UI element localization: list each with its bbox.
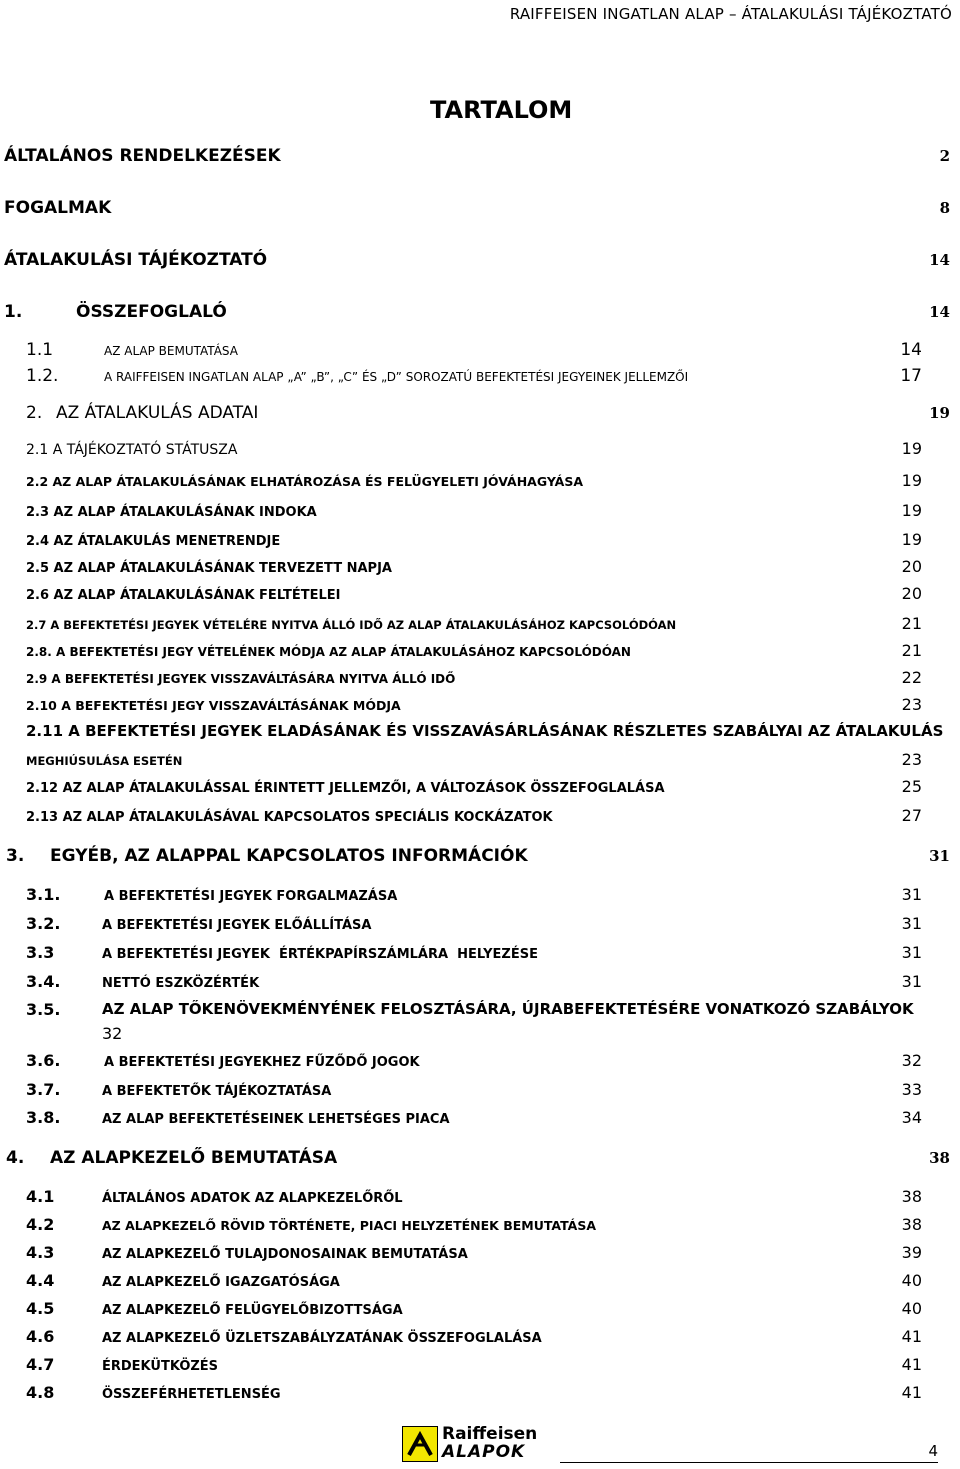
toc-entry-label: AZ ALAP BEMUTATÁSA xyxy=(104,344,238,358)
toc-entry-label: 2.13 AZ ALAP ÁTALAKULÁSÁVAL KAPCSOLATOS SPECIÁLIS KOCKÁZATOK xyxy=(26,810,553,825)
toc-entry-page: 20 xyxy=(901,584,922,603)
toc-entry-label: 2.7 A BEFEKTETÉSI JEGYEK VÉTELÉRE NYITVA ÁLLÓ IDŐ AZ ALAP ÁTALAKULÁSÁHOZ KAPCSOLÓDÓAN xyxy=(26,618,677,632)
toc-title: TARTALOM xyxy=(430,96,573,124)
toc-entry-page: 32 xyxy=(102,1024,123,1043)
toc-entry-number: 3.1. xyxy=(26,885,61,904)
toc-entry-page: 21 xyxy=(901,641,922,660)
toc-entry[interactable] xyxy=(26,806,922,825)
toc-entry-page: 19 xyxy=(901,530,922,549)
toc-entry[interactable] xyxy=(26,641,922,660)
toc-entry-page: 8 xyxy=(939,199,950,217)
toc-entry-page: 23 xyxy=(901,695,922,714)
toc-entry-page: 23 xyxy=(901,750,922,769)
toc-entry-label: ÉRDEKÜTKÖZÉS xyxy=(102,1359,219,1374)
toc-entry-number: 4.1 xyxy=(26,1187,55,1206)
toc-entry-page: 25 xyxy=(901,777,922,796)
toc-entry-label: AZ ALAPKEZELŐ RÖVID TÖRTÉNETE, PIACI HELYZETÉNEK BEMUTATÁSA xyxy=(102,1218,597,1233)
toc-entry[interactable] xyxy=(26,1215,922,1234)
toc-entry-page: 19 xyxy=(929,404,950,422)
toc-entry-label: ÁLTALÁNOS RENDELKEZÉSEK xyxy=(4,146,281,166)
toc-entry-label: 2.1 A TÁJÉKOZTATÓ STÁTUSZA xyxy=(26,442,238,458)
toc-entry-number: 3.8. xyxy=(26,1108,61,1127)
toc-entry[interactable] xyxy=(26,1051,922,1070)
toc-entry-page: 2 xyxy=(939,147,950,165)
toc-entry-page: 41 xyxy=(901,1355,922,1374)
toc-entry[interactable] xyxy=(26,695,922,714)
toc-entry-label: ÁLTALÁNOS ADATOK AZ ALAPKEZELŐRŐL xyxy=(102,1191,403,1206)
toc-entry-label: AZ ALAPKEZELŐ BEMUTATÁSA xyxy=(50,1148,338,1168)
toc-entry-page: 27 xyxy=(901,806,922,825)
toc-entry-label: A BEFEKTETŐK TÁJÉKOZTATÁSA xyxy=(102,1084,332,1099)
toc-entry-number: 4.8 xyxy=(26,1383,55,1402)
toc-entry[interactable] xyxy=(26,1187,922,1206)
toc-entry-label: 2.5 AZ ALAP ÁTALAKULÁSÁNAK TERVEZETT NAPJA xyxy=(26,561,392,576)
toc-entry-page: 31 xyxy=(901,914,922,933)
toc-entry[interactable] xyxy=(26,943,922,962)
toc-entry-number: 3.7. xyxy=(26,1080,61,1099)
toc-entry-label: 2.10 A BEFEKTETÉSI JEGY VISSZAVÁLTÁSÁNAK MÓDJA xyxy=(26,698,401,713)
toc-entry-label: ÖSSZEFOGLALÓ xyxy=(76,302,227,322)
toc-entry-label: A BEFEKTETÉSI JEGYEK FORGALMAZÁSA xyxy=(104,889,398,904)
toc-entry[interactable] xyxy=(26,557,922,576)
toc-entry-page: 31 xyxy=(901,943,922,962)
toc-entry-number: 4.5 xyxy=(26,1299,55,1318)
toc-entry-label: NETTÓ ESZKÖZÉRTÉK xyxy=(102,976,260,991)
toc-entry-label: EGYÉB, AZ ALAPPAL KAPCSOLATOS INFORMÁCIÓK xyxy=(50,846,528,866)
toc-entry[interactable] xyxy=(26,1327,922,1346)
toc-entry-label: 2.6 AZ ALAP ÁTALAKULÁSÁNAK FELTÉTELEI xyxy=(26,588,341,603)
toc-entry-label: FOGALMAK xyxy=(4,198,112,218)
toc-entry[interactable] xyxy=(26,668,922,687)
toc-entry-page: 33 xyxy=(901,1080,922,1099)
toc-entry[interactable] xyxy=(26,750,922,769)
toc-entry-number: 3.4. xyxy=(26,972,61,991)
toc-entry[interactable] xyxy=(4,146,950,166)
toc-entry-page: 40 xyxy=(901,1271,922,1290)
toc-entry-page: 31 xyxy=(901,972,922,991)
toc-entry-page: 22 xyxy=(901,668,922,687)
toc-entry-label: 2.9 A BEFEKTETÉSI JEGYEK VISSZAVÁLTÁSÁRA NYITVA ÁLLÓ IDŐ xyxy=(26,672,456,686)
toc-entry-page: 19 xyxy=(901,471,922,490)
toc-entry-page: 20 xyxy=(901,557,922,576)
toc-entry-label: 2.2 AZ ALAP ÁTALAKULÁSÁNAK ELHATÁROZÁSA ÉS FELÜGYELETI JÓVÁHAGYÁSA xyxy=(26,474,584,489)
toc-entry-page: 21 xyxy=(901,614,922,633)
toc-entry[interactable] xyxy=(26,914,922,933)
toc-entry-page: 14 xyxy=(900,340,922,360)
toc-entry-page: 38 xyxy=(901,1215,922,1234)
toc-entry-label: AZ ALAPKEZELŐ FELÜGYELŐBIZOTTSÁGA xyxy=(102,1303,403,1318)
toc-entry-label: 2.8. A BEFEKTETÉSI JEGY VÉTELÉNEK MÓDJA AZ ALAP ÁTALAKULÁSÁHOZ KAPCSOLÓDÓAN xyxy=(26,645,631,659)
toc-entry-number: 4. xyxy=(6,1148,25,1168)
logo-text-alapok: ALAPOK xyxy=(442,1442,526,1462)
toc-entry-label: AZ ALAPKEZELŐ ÜZLETSZABÁLYZATÁNAK ÖSSZEFOGLALÁSA xyxy=(102,1331,542,1346)
toc-entry[interactable] xyxy=(26,972,922,991)
toc-entry-number: 1.1 xyxy=(26,340,54,360)
toc-entry[interactable] xyxy=(26,777,922,796)
toc-entry[interactable] xyxy=(26,1108,922,1127)
toc-entry-label: A BEFEKTETÉSI JEGYEK ÉRTÉKPAPÍRSZÁMLÁRA HELYEZÉSE xyxy=(102,947,538,962)
toc-entry-page: 41 xyxy=(901,1383,922,1402)
toc-entry[interactable] xyxy=(26,501,922,520)
toc-entry-page: 39 xyxy=(901,1243,922,1262)
toc-entry-page: 38 xyxy=(929,1149,950,1167)
toc-entry-number: 3.5. xyxy=(26,1000,61,1019)
footer-rule xyxy=(560,1462,938,1463)
toc-entry-page: 19 xyxy=(901,501,922,520)
toc-entry[interactable] xyxy=(26,340,922,360)
toc-entry-label: AZ ALAP BEFEKTETÉSEINEK LEHETSÉGES PIACA xyxy=(102,1112,450,1127)
toc-entry-page: 34 xyxy=(901,1108,922,1127)
gable-cross-icon xyxy=(402,1426,438,1462)
toc-entry-number: 4.2 xyxy=(26,1215,55,1234)
toc-entry-number: 4.7 xyxy=(26,1355,55,1374)
toc-entry-number: 3.3 xyxy=(26,943,55,962)
toc-entry-page: 38 xyxy=(901,1187,922,1206)
toc-entry[interactable] xyxy=(4,302,950,322)
toc-entry-page: 17 xyxy=(900,366,922,386)
toc-entry[interactable] xyxy=(26,614,922,633)
toc-entry[interactable] xyxy=(4,198,950,218)
toc-entry-number: 2. xyxy=(26,403,43,423)
toc-entry[interactable] xyxy=(26,1243,922,1262)
toc-entry-page: 14 xyxy=(929,303,950,321)
toc-entry[interactable] xyxy=(4,250,950,270)
toc-entry-label: A BEFEKTETÉSI JEGYEKHEZ FŰZŐDŐ JOGOK xyxy=(104,1055,420,1070)
toc-entry[interactable] xyxy=(26,1080,922,1099)
toc-entry-number: 1.2. xyxy=(26,366,59,386)
toc-entry[interactable] xyxy=(26,439,922,458)
toc-entry-page: 14 xyxy=(929,251,950,269)
toc-entry-label: 2.12 AZ ALAP ÁTALAKULÁSSAL ÉRINTETT JELLEMZŐI, A VÁLTOZÁSOK ÖSSZEFOGLALÁSA xyxy=(26,781,665,796)
toc-entry-page: 31 xyxy=(929,847,950,865)
page-number: 4 xyxy=(928,1442,938,1460)
toc-entry[interactable] xyxy=(6,846,950,866)
toc-entry-page: 40 xyxy=(901,1299,922,1318)
toc-entry-number: 4.4 xyxy=(26,1271,55,1290)
toc-entry-label: ÁTALAKULÁSI TÁJÉKOZTATÓ xyxy=(4,250,268,270)
toc-entry-wrapped-first-line[interactable]: AZ ALAP TŐKENÖVEKMÉNYÉNEK FELOSZTÁSÁRA, ÚJRABEFEKTETÉSÉRE VONATKOZÓ SZABÁLYOK xyxy=(102,1000,914,1018)
logo-text-raiffeisen: Raiffeisen xyxy=(442,1424,538,1444)
toc-entry[interactable] xyxy=(26,1299,922,1318)
toc-entry[interactable] xyxy=(6,1148,950,1168)
raiffeisen-alapok-logo xyxy=(402,1424,542,1464)
toc-entry-number: 3. xyxy=(6,846,25,866)
toc-entry-label: AZ ÁTALAKULÁS ADATAI xyxy=(56,403,259,423)
toc-entry-number: 3.2. xyxy=(26,914,61,933)
toc-entry-label: 2.4 AZ ÁTALAKULÁS MENETRENDJE xyxy=(26,534,281,549)
toc-entry-number: 3.6. xyxy=(26,1051,61,1070)
toc-entry[interactable] xyxy=(26,403,950,423)
running-header: RAIFFEISEN INGATLAN ALAP – ÁTALAKULÁSI TÁJÉKOZTATÓ xyxy=(509,5,952,23)
toc-entry-label: 2.3 AZ ALAP ÁTALAKULÁSÁNAK INDOKA xyxy=(26,505,317,520)
toc-entry[interactable] xyxy=(26,1271,922,1290)
toc-entry-page: 31 xyxy=(901,885,922,904)
toc-entry-page: 19 xyxy=(901,439,922,458)
toc-entry-page: 32 xyxy=(901,1051,922,1070)
toc-entry[interactable] xyxy=(26,1355,922,1374)
toc-entry[interactable] xyxy=(26,471,922,490)
toc-entry[interactable] xyxy=(26,584,922,603)
toc-entry-number: 4.6 xyxy=(26,1327,55,1346)
toc-entry[interactable] xyxy=(26,885,922,904)
toc-entry-wrapped-first-line[interactable]: 2.11 A BEFEKTETÉSI JEGYEK ELADÁSÁNAK ÉS VISSZAVÁSÁRLÁSÁNAK RÉSZLETES SZABÁLYAI AZ ÁTALAKULÁS xyxy=(26,722,944,740)
toc-entry-label: A BEFEKTETÉSI JEGYEK ELŐÁLLÍTÁSA xyxy=(102,918,372,933)
toc-entry-number: 4.3 xyxy=(26,1243,55,1262)
toc-entry-page: 41 xyxy=(901,1327,922,1346)
toc-entry[interactable] xyxy=(26,530,922,549)
toc-entry[interactable] xyxy=(26,366,922,386)
toc-entry-label: MEGHIÚSULÁSA ESETÉN xyxy=(26,754,183,768)
toc-entry[interactable] xyxy=(26,1383,922,1402)
toc-entry-label: AZ ALAPKEZELŐ IGAZGATÓSÁGA xyxy=(102,1275,340,1290)
toc-entry-label: ÖSSZEFÉRHETETLENSÉG xyxy=(102,1387,281,1402)
toc-entry-number: 1. xyxy=(4,302,23,322)
toc-entry-label: A RAIFFEISEN INGATLAN ALAP „A” „B”, „C” ÉS „D” SOROZATÚ BEFEKTETÉSI JEGYEINEK JELLEMZŐI xyxy=(104,370,689,384)
toc-entry-label: AZ ALAPKEZELŐ TULAJDONOSAINAK BEMUTATÁSA xyxy=(102,1247,468,1262)
